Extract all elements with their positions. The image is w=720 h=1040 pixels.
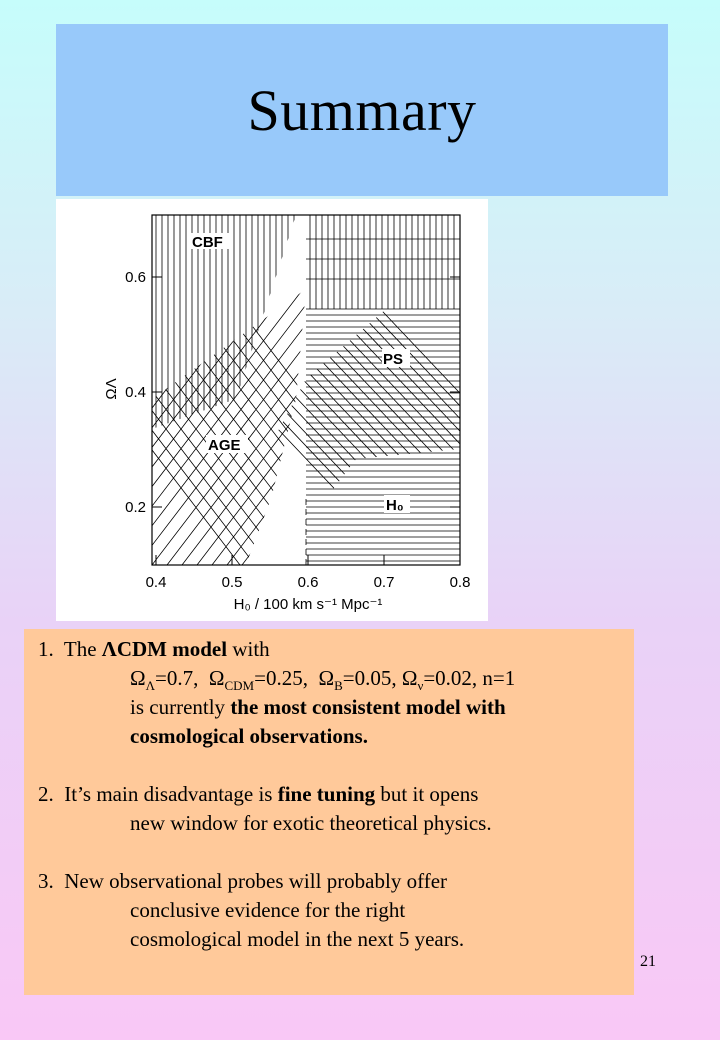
param-value: =0.02, n=1	[423, 666, 516, 690]
omega-symbol: Ω	[318, 666, 335, 690]
bold-text: ΛCDM model	[101, 637, 228, 661]
item1-line4	[38, 722, 624, 751]
item-number: 3.	[38, 869, 54, 893]
y-tick-label: 0.2	[125, 499, 146, 516]
item1-line1	[38, 635, 624, 664]
item1-line3	[38, 693, 624, 722]
x-tick-label: 0.7	[373, 574, 395, 591]
title-banner	[56, 24, 668, 196]
text: is currently	[130, 695, 231, 719]
x-ticks	[156, 555, 460, 565]
age-label: AGE	[208, 437, 241, 454]
text: with	[227, 637, 270, 661]
item1-parameters	[38, 664, 624, 693]
slide-title: Summary	[247, 77, 477, 143]
item3-line2: conclusive evidence for the right	[130, 898, 406, 922]
cbf-label: CBF	[192, 234, 223, 251]
ps-label: PS	[383, 351, 404, 368]
item3-line1	[38, 867, 624, 896]
constraint-plot	[56, 199, 488, 621]
text: It’s main disadvantage is	[64, 782, 278, 806]
item2-line2: new window for exotic theoretical physics.	[130, 811, 492, 835]
subscript: Λ	[145, 678, 156, 694]
param-value: =0.25,	[254, 666, 308, 690]
param-value: =0.7,	[155, 666, 199, 690]
item-number: 2.	[38, 782, 54, 806]
item-number: 1.	[38, 637, 54, 661]
subscript: ν	[417, 678, 424, 694]
x-axis-label: H₀ / 100 km s⁻¹ Mpc⁻¹	[233, 596, 383, 613]
item2-line1	[38, 780, 624, 809]
bold-text: the most consistent model with	[230, 695, 506, 719]
summary-text-box	[24, 629, 634, 995]
bold-text: fine tuning	[277, 782, 376, 806]
bold-text: cosmological observations.	[130, 724, 368, 748]
subscript: CDM	[224, 678, 255, 694]
h0-label: H₀	[386, 497, 404, 514]
hatched-regions	[56, 199, 488, 599]
y-tick-label: 0.6	[125, 269, 146, 286]
subscript: B	[334, 678, 343, 694]
y-tick-label: 0.4	[125, 384, 146, 401]
text: but it opens	[375, 782, 479, 806]
text: New observational probes will probably offer	[64, 869, 448, 893]
constraint-figure	[56, 199, 488, 621]
param-value: =0.05,	[342, 666, 397, 690]
page-number: 21	[640, 953, 656, 970]
x-tick-label: 0.4	[145, 574, 167, 591]
x-tick-label: 0.8	[449, 574, 471, 591]
y-axis-label: ΩΛ	[103, 378, 120, 400]
omega-symbol: Ω	[130, 666, 146, 690]
x-tick-label: 0.6	[297, 574, 319, 591]
item3-line3: cosmological model in the next 5 years.	[130, 927, 465, 951]
omega-symbol: Ω	[401, 666, 418, 690]
text: The	[63, 637, 102, 661]
x-tick-label: 0.5	[221, 574, 243, 591]
omega-symbol: Ω	[208, 666, 225, 690]
